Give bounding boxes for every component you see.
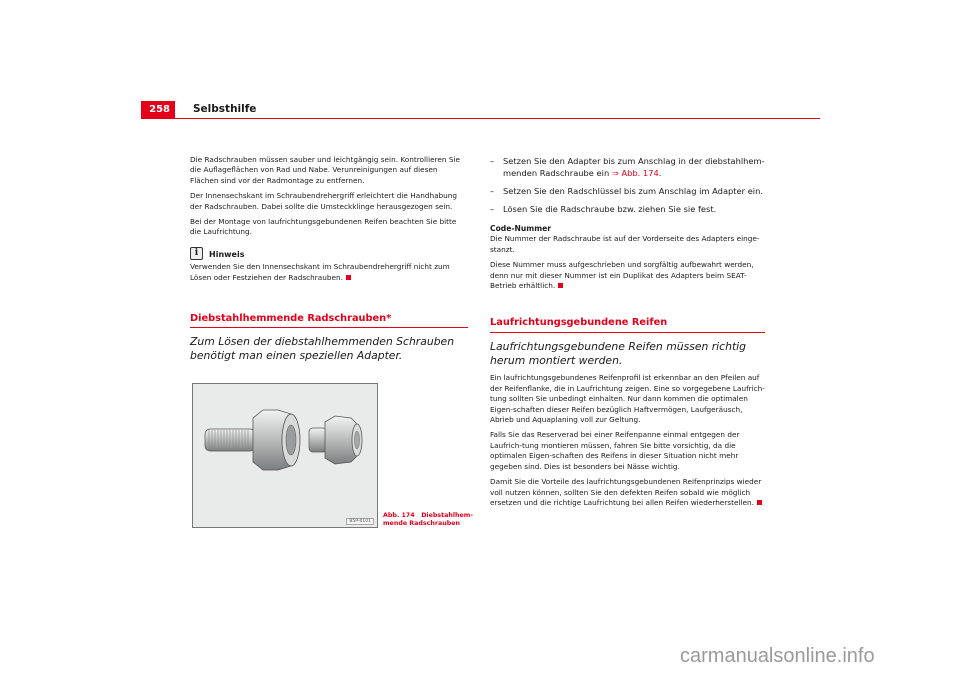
- paragraph: Ein laufrichtungsgebundenes Reifenprofil ist erkennbar an den Pfeilen auf der Reifenflanke, die in Laufrichtung zeigen. Eine so vorgegebene Laufrich-tung sollten Sie unbedingt einhalten. Nur dann kommen die optimalen Eigen-schaften dieser Reifen bezüglich Haftvermögen, Laufgeräusch, Abrieb und Aquaplaning voll zur Geltung.: [490, 373, 765, 425]
- header-divider: [141, 118, 820, 119]
- note-text: Verwenden Sie den Innensechskant im Schraubendrehergriff nicht zum Lösen oder Festziehen der Radschrauben.: [190, 262, 450, 282]
- paragraph: Diese Nummer muss aufgeschrieben und sorgfältig aufbewahrt werden, denn nur mit dieser Nummer ist ein Duplikat des Adapters beim SEAT-Betrieb erhältlich.: [490, 260, 754, 291]
- info-icon: i: [190, 247, 203, 260]
- subsection-title: Code-Nummer: [490, 224, 552, 233]
- step-item: [490, 155, 765, 179]
- left-column: [190, 155, 468, 363]
- anti-theft-bolt-illustration: [193, 384, 377, 527]
- section-intro: Zum Lösen der diebstahlhemmenden Schrauben benötigt man einen speziellen Adapter.: [190, 335, 455, 363]
- paragraph: Der Innensechskant im Schraubendrehergriff erleichtert die Handhabung der Radschrauben. Dabei sollte die Umsteckklinge herausgezogen sein.: [190, 191, 458, 211]
- dash-bullet: –: [490, 156, 495, 166]
- paragraph: Bei der Montage von laufrichtungsgebundenen Reifen beachten Sie bitte die Laufrichtung.: [190, 217, 457, 237]
- section-title: Diebstahlhemmende Radschrauben*: [190, 314, 468, 328]
- section-title: Laufrichtungsgebundene Reifen: [490, 318, 765, 332]
- step-item: [490, 185, 765, 197]
- end-marker-icon: [346, 275, 351, 280]
- right-column: [490, 155, 765, 513]
- paragraph: Damit Sie die Vorteile des laufrichtungsgebundenen Reifenprinzips wieder voll nutzen können, sollten Sie den defekten Reifen sobald wie möglich ersetzen und die richtige Laufrichtung bei allen Reifen wiederherstellen.: [490, 477, 762, 507]
- paragraph: Die Radschrauben müssen sauber und leichtgängig sein. Kontrollieren Sie die Auflageflächen von Rad und Nabe. Verunreinigungen auf diesen Flächen sind vor der Radmontage zu entfernen.: [190, 155, 461, 185]
- note-header: [190, 246, 468, 260]
- figure-code: B5P-0101: [346, 518, 374, 525]
- step-text: Setzen Sie den Radschlüssel bis zum Anschlag im Adapter ein.: [503, 186, 764, 196]
- step-item: [490, 203, 765, 215]
- step-text: Lösen Sie die Radschraube bzw. ziehen Sie sie fest.: [503, 204, 717, 214]
- caption-text: Diebstahlhem-mende Radschrauben: [383, 512, 473, 527]
- page-number: 258: [141, 101, 175, 118]
- figure-link[interactable]: ⇒ Abb. 174: [611, 168, 659, 178]
- chapter-title: Selbsthilfe: [193, 103, 257, 115]
- watermark: carmanualsonline.info: [680, 645, 875, 667]
- paragraph: Falls Sie das Reserverad bei einer Reifenpanne einmal entgegen der Laufrich-tung montieren müssen, fahren Sie bitte vorsichtig, da die optimalen Eigen-schaften des Reifens in dieser Situation nicht mehr gegeben sind. Dies ist besonders bei Nässe wichtig.: [490, 430, 740, 471]
- figure-caption: [383, 512, 473, 528]
- paragraph: Die Nummer der Radschraube ist auf der Vorderseite des Adapters einge-stanzt.: [490, 234, 760, 254]
- caption-number: Abb. 174: [383, 512, 415, 519]
- step-suffix: .: [658, 168, 662, 178]
- section-intro: Laufrichtungsgebundene Reifen müssen richtig herum montiert werden.: [490, 339, 747, 367]
- end-marker-icon: [558, 283, 563, 288]
- step-text: Setzen Sie den Adapter bis zum Anschlag in der diebstahlhem-menden Radschraube ein: [503, 156, 765, 178]
- end-marker-icon: [757, 500, 762, 505]
- figure-wheel-bolts: [192, 383, 378, 528]
- note-title: Hinweis: [209, 249, 245, 259]
- dash-bullet: –: [490, 186, 495, 196]
- dash-bullet: –: [490, 204, 495, 214]
